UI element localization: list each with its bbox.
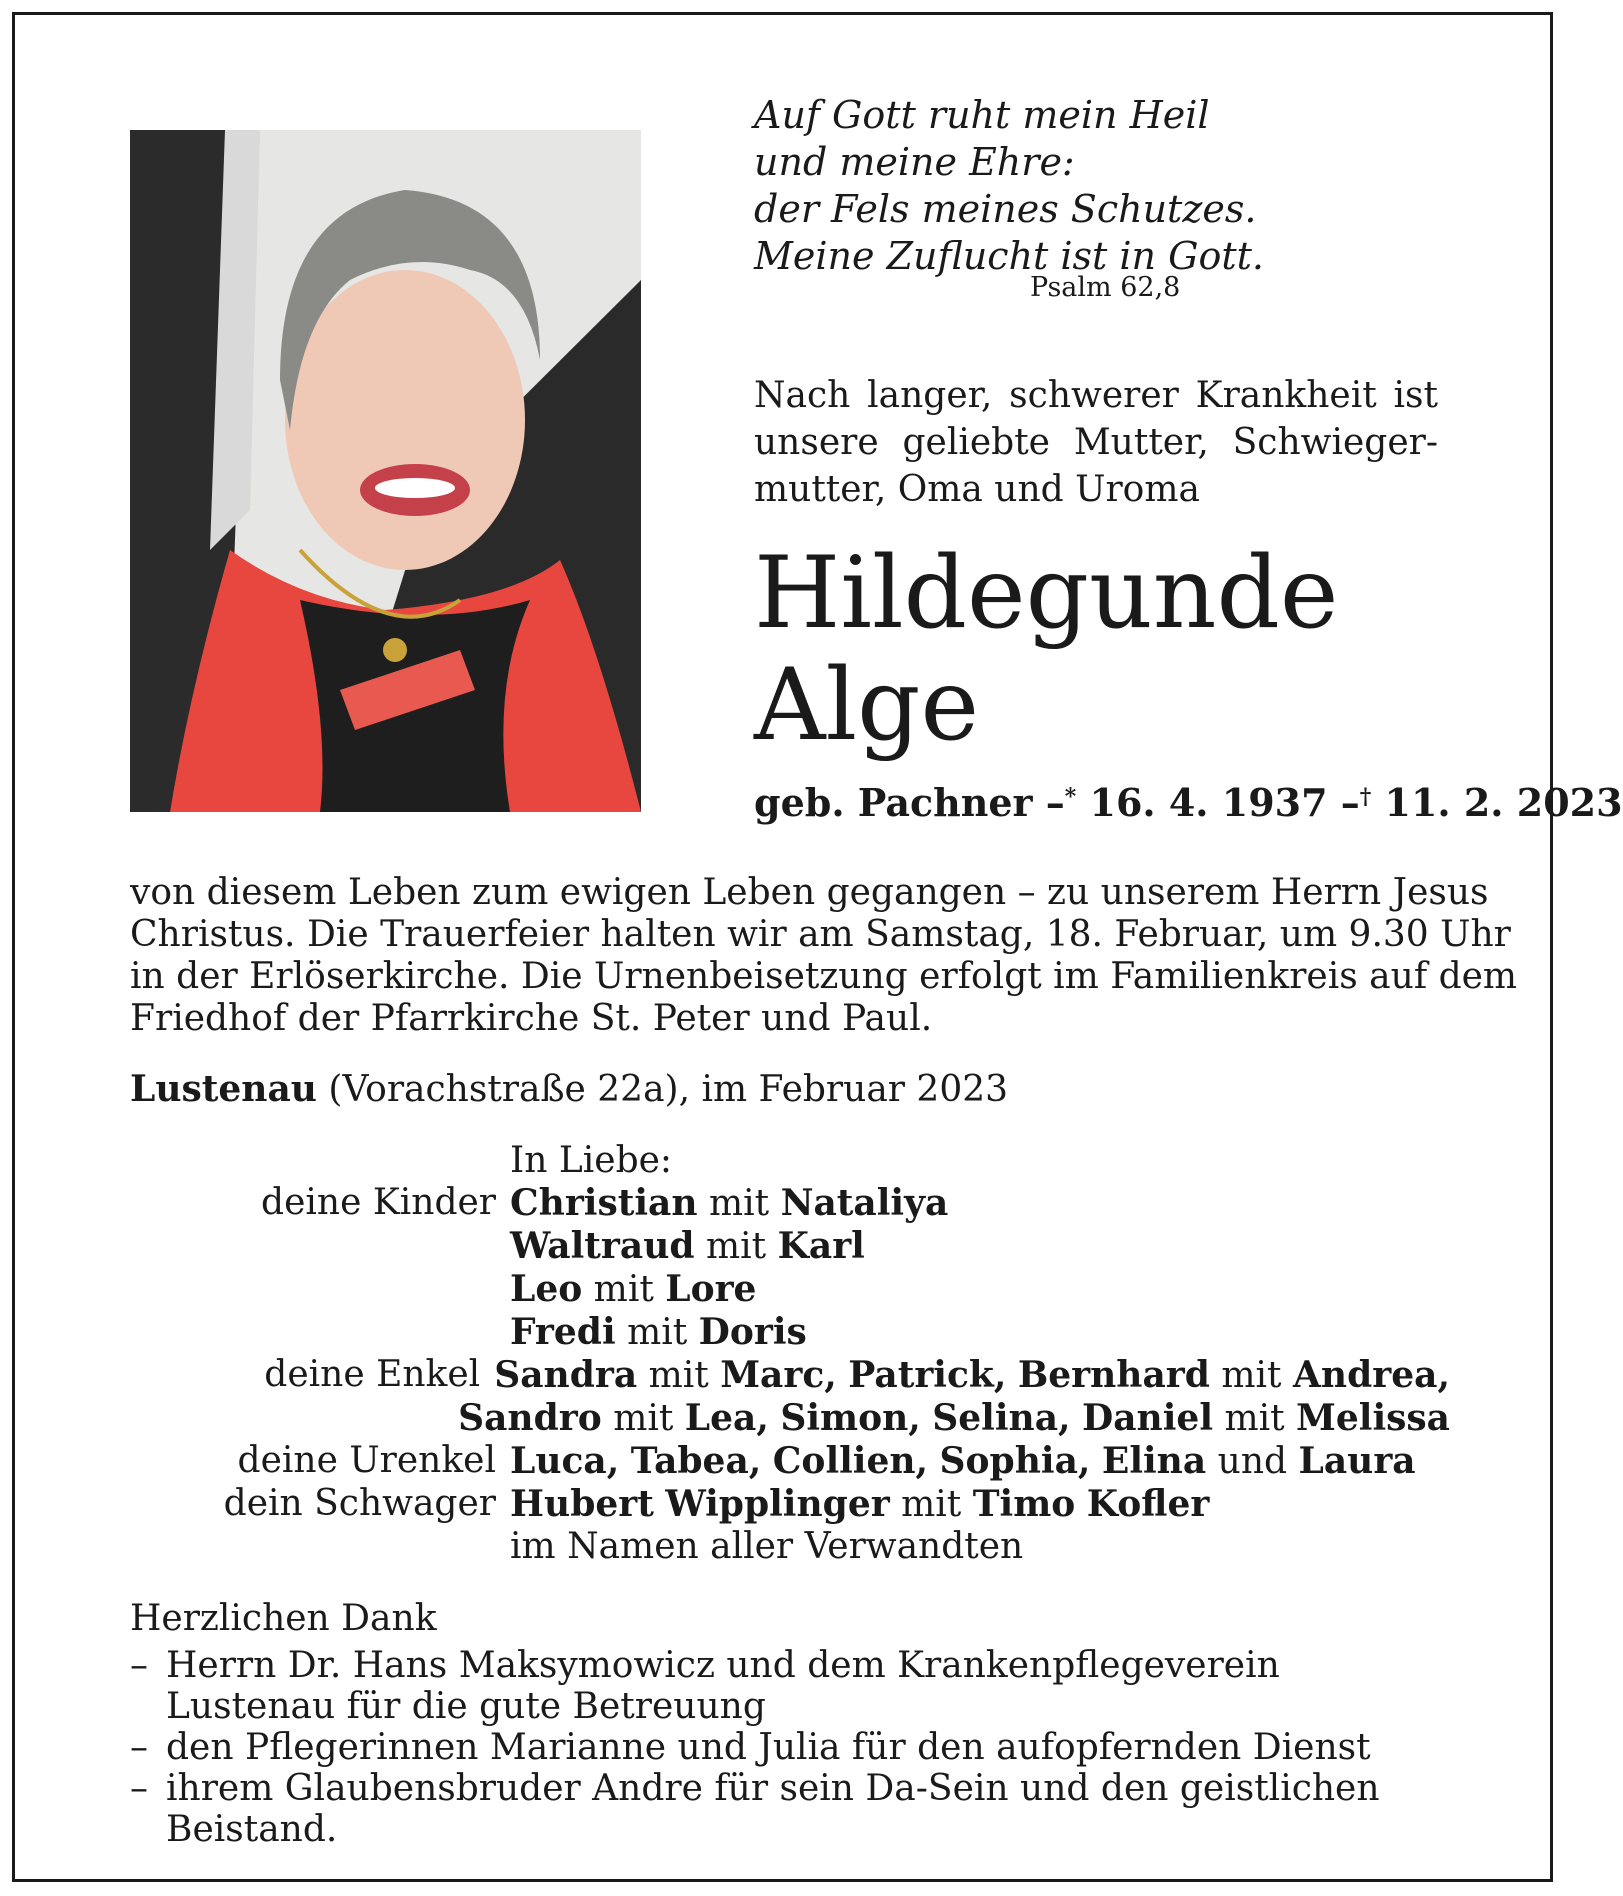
death-date: 11. 2. 2023 xyxy=(1384,780,1623,825)
verse-line: Meine Zuflucht ist in Gott. xyxy=(754,234,1264,278)
verse-line: und meine Ehre: xyxy=(754,140,1075,184)
family-role: deine Kinder xyxy=(261,1182,496,1223)
body-line: Friedhof der Pfarrkirche St. Peter und Paul. xyxy=(130,998,933,1039)
birth-symbol: * xyxy=(1064,784,1077,810)
family-row xyxy=(130,1526,1450,1568)
death-symbol: † xyxy=(1359,784,1372,810)
family-row xyxy=(130,1397,1450,1440)
thanks-item: – ihrem Glaubensbruder Andre für sein Da-Sein und den geistlichen Beistand. xyxy=(130,1768,1450,1850)
schwager-line: Hubert Wipplinger mit Timo Kofler xyxy=(510,1483,1210,1525)
family-closing: im Namen aller Verwandten xyxy=(510,1526,1024,1567)
family-role: dein Schwager xyxy=(223,1483,496,1524)
family-row xyxy=(130,1483,1450,1526)
intro-line: unsere geliebte Mutter, Schwieger- xyxy=(754,422,1438,463)
last-name: Alge xyxy=(754,648,980,763)
psalm-verse xyxy=(754,92,1264,280)
family-row: Leo mit Lore xyxy=(510,1268,757,1310)
body-line: von diesem Leben zum ewigen Leben gegangen – zu unserem Herrn Jesus xyxy=(130,872,1489,913)
intro-line: mutter, Oma und Uroma xyxy=(754,469,1200,510)
family-row xyxy=(130,1354,1450,1397)
family-role: deine Enkel xyxy=(264,1354,481,1395)
intro-line: Nach langer, schwerer Krankheit ist xyxy=(754,375,1438,416)
verse-line: der Fels meines Schutzes. xyxy=(754,187,1257,231)
family-row: Waltraud mit Karl xyxy=(510,1225,865,1267)
thanks-list xyxy=(130,1645,1450,1850)
enkel-line: Sandro mit Lea, Simon, Selina, Daniel mit Melissa xyxy=(458,1397,1450,1439)
family-heading: In Liebe: xyxy=(510,1140,673,1181)
portrait-photo xyxy=(130,130,641,812)
ceremony-text xyxy=(130,872,1518,1040)
family-list xyxy=(130,1140,1450,1568)
first-name: Hildegunde xyxy=(754,536,1339,651)
family-row: Fredi mit Doris xyxy=(510,1311,807,1353)
thanks-item: – den Pflegerinnen Marianne und Julia für den aufopfernden Dienst xyxy=(130,1727,1450,1768)
body-line: in der Erlöserkirche. Die Urnenbeisetzung erfolgt im Familienkreis auf dem xyxy=(130,956,1518,997)
family-heading-row xyxy=(130,1140,1450,1182)
verse-line: Auf Gott ruht mein Heil xyxy=(754,93,1210,137)
family-row: deine Kinder Christian mit Nataliya xyxy=(130,1182,1450,1225)
thanks-title: Herzlichen Dank xyxy=(130,1598,437,1639)
enkel-line: Sandra mit Marc, Patrick, Bernhard mit Andrea, xyxy=(494,1354,1450,1396)
birth-date: 16. 4. 1937 xyxy=(1089,780,1328,825)
family-row xyxy=(130,1440,1450,1483)
urenkel-line: Luca, Tabea, Collien, Sophia, Elina und Laura xyxy=(510,1440,1416,1482)
address-date: (Vorachstraße 22a), im Februar 2023 xyxy=(328,1069,1009,1110)
life-dates: geb. Pachner –* 16. 4. 1937 –† 11. 2. 2023 xyxy=(754,780,1623,825)
place-date-line xyxy=(130,1068,1008,1110)
birth-name: geb. Pachner xyxy=(754,780,1033,825)
verse-reference: Psalm 62,8 xyxy=(1030,272,1181,303)
thanks-item: – Herrn Dr. Hans Maksymowicz und dem Krankenpflegeverein Lustenau für die gute Betreuung xyxy=(130,1645,1450,1727)
family-role: deine Urenkel xyxy=(237,1440,496,1481)
town: Lustenau xyxy=(130,1068,317,1110)
deceased-name xyxy=(754,538,1338,762)
intro-text xyxy=(754,372,1438,513)
body-line: Christus. Die Trauerfeier halten wir am Samstag, 18. Februar, um 9.30 Uhr xyxy=(130,914,1511,955)
